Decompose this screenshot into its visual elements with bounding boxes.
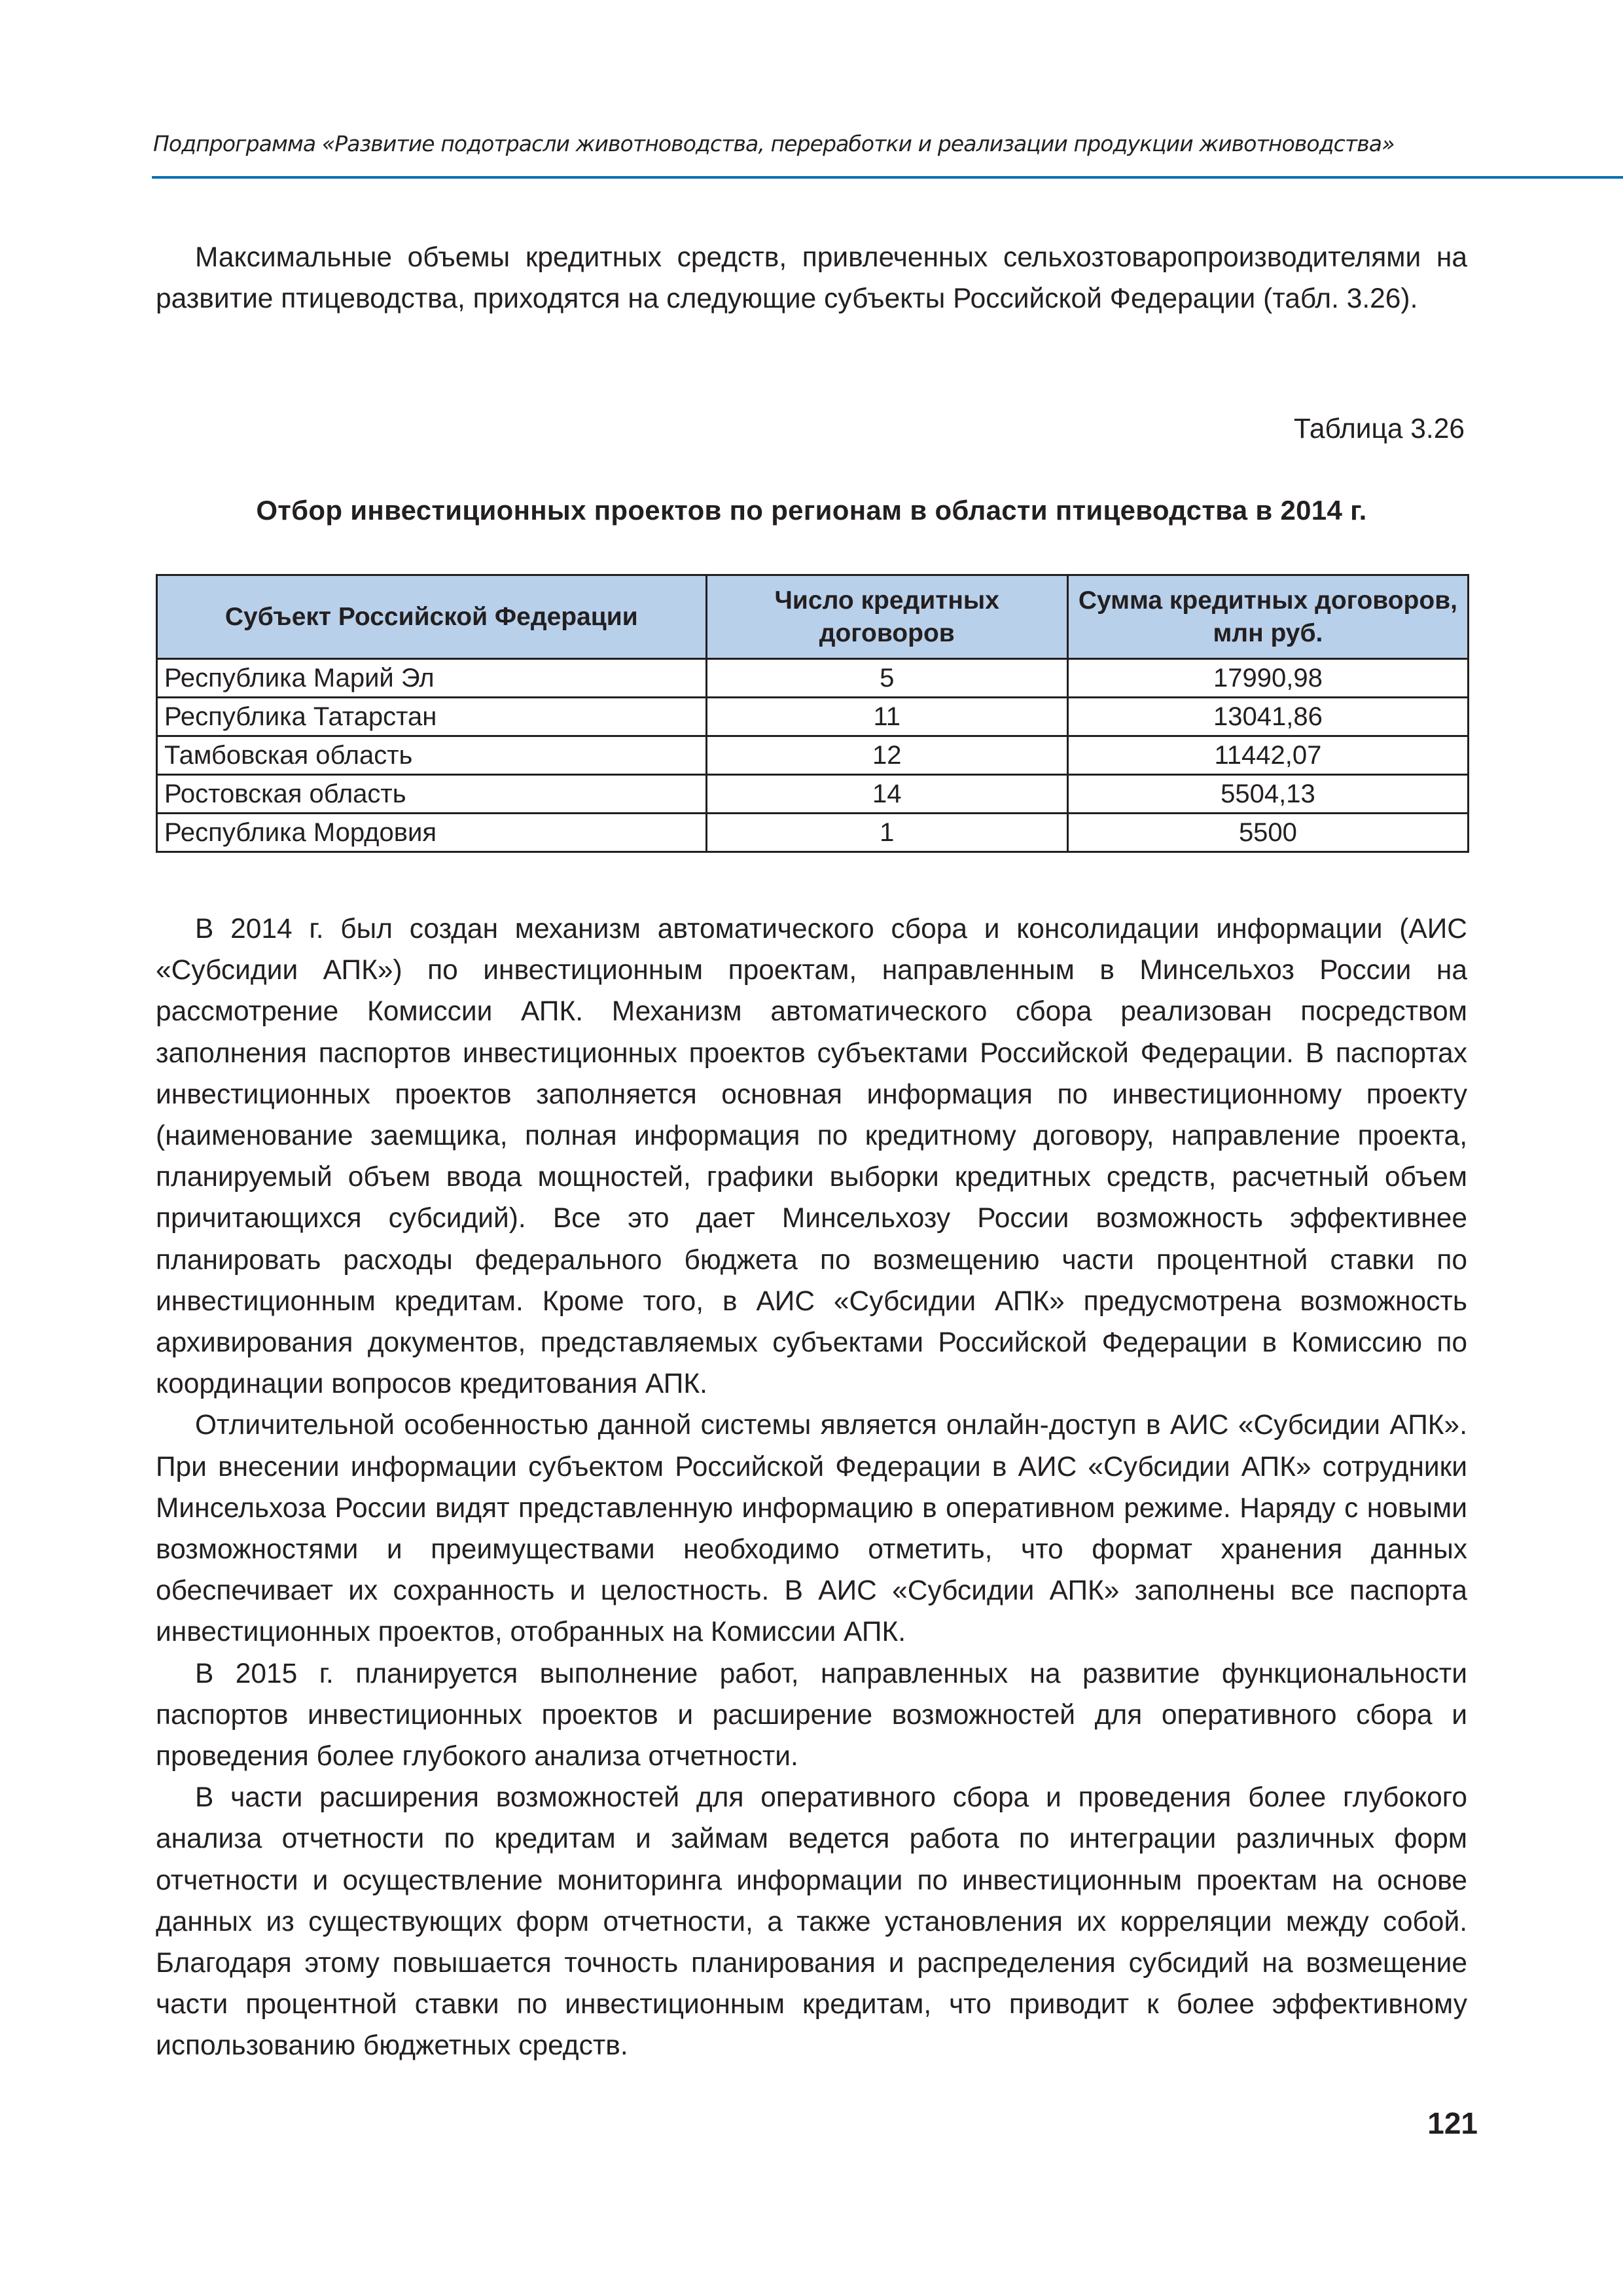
cell-contracts: 12 (706, 736, 1067, 775)
cell-amount: 5500 (1067, 814, 1468, 852)
cell-contracts: 5 (706, 659, 1067, 698)
body-paragraph: В 2014 г. был создан механизм автоматического сбора и консолидации информации (АИС «Субсидии АПК») по инвестиционным проектам, направленным в Минсельхоз России на рассмотрение Комиссии АПК. Механизм автоматического сбора реализован посредством заполнения паспортов инвестиционных проектов субъектами Российской Федерации. В паспортах инвестиционных проектов заполняется основная информация по инвестиционному проекту (наименование заемщика, полная информация по кредитному договору, направление проекта, планируемый объем ввода мощностей, графики выборки кредитных средств, расчетный объем причитающихся субсидий). Все это дает Минсельхозу России возможность эффективнее планировать расходы федерального бюджета по возмещению части процентной ставки по инвестиционным кредитам. Кроме того, в АИС «Субсидии АПК» предусмотрена возможность архивирования документов, представляемых субъектами Российской Федерации в Комиссию по координации вопросов кредитования АПК. (156, 914, 1467, 1400)
cell-amount: 17990,98 (1067, 659, 1468, 698)
header-divider (152, 176, 1623, 179)
cell-region: Тамбовская область (157, 736, 707, 775)
cell-contracts: 14 (706, 775, 1067, 814)
intro-section (156, 237, 1467, 319)
cell-region: Республика Марий Эл (157, 659, 707, 698)
table-label: Таблица 3.26 (1293, 414, 1465, 444)
cell-region: Республика Татарстан (157, 698, 707, 736)
body-paragraph: В 2015 г. планируется выполнение работ, направленных на развитие функциональности паспортов инвестиционных проектов и расширение возможностей для оперативного сбора и проведения более глубокого анализа отчетности. (156, 1658, 1467, 1772)
running-head-title: Подпрограмма «Развитие подотрасли животноводства, переработки и реализации продукции животноводства» (153, 131, 1395, 156)
column-header-amount: Сумма кредитных договоров, млн руб. (1067, 575, 1468, 659)
cell-amount: 5504,13 (1067, 775, 1468, 814)
cell-amount: 11442,07 (1067, 736, 1468, 775)
body-section (156, 908, 1467, 2067)
investment-projects-table (156, 574, 1469, 853)
cell-region: Ростовская область (157, 775, 707, 814)
table-row (157, 698, 1469, 736)
table-header-row (157, 575, 1469, 659)
table-title: Отбор инвестиционных проектов по регионам в области птицеводства в 2014 г. (256, 495, 1367, 526)
column-header-contracts: Число кредитных договоров (706, 575, 1067, 659)
body-paragraph: Отличительной особенностью данной системы является онлайн-доступ в АИС «Субсидии АПК». При внесении информации субъектом Российской Федерации в АИС «Субсидии АПК» сотрудники Минсельхоза России видят представленную информацию в оперативном режиме. Наряду с новыми возможностями и преимуществами необходимо отметить, что формат хранения данных обеспечивает их сохранность и целостность. В АИС «Субсидии АПК» заполнены все паспорта инвестиционных проектов, отобранных на Комиссии АПК. (156, 1410, 1467, 1648)
page-number: 121 (1427, 2106, 1478, 2140)
table-row (157, 775, 1469, 814)
cell-region: Республика Мордовия (157, 814, 707, 852)
body-paragraph: В части расширения возможностей для оперативного сбора и проведения более глубокого анализа отчетности по кредитам и займам ведется работа по интеграции различных форм отчетности и осуществление мониторинга информации по инвестиционным проектам на основе данных из существующих форм отчетности, а также установления их корреляции между собой. Благодаря этому повышается точность планирования и распределения субсидий на возмещение части процентной ставки по инвестиционным кредитам, что приводит к более эффективному использованию бюджетных средств. (156, 1782, 1467, 2062)
cell-contracts: 11 (706, 698, 1067, 736)
cell-contracts: 1 (706, 814, 1067, 852)
column-header-region: Субъект Российской Федерации (157, 575, 707, 659)
table-row (157, 659, 1469, 698)
table-row (157, 814, 1469, 852)
table-row (157, 736, 1469, 775)
cell-amount: 13041,86 (1067, 698, 1468, 736)
intro-paragraph: Максимальные объемы кредитных средств, привлеченных сельхозтоваропроизводителями на развитие птицеводства, приходятся на следующие субъекты Российской Федерации (табл. 3.26). (156, 242, 1467, 315)
